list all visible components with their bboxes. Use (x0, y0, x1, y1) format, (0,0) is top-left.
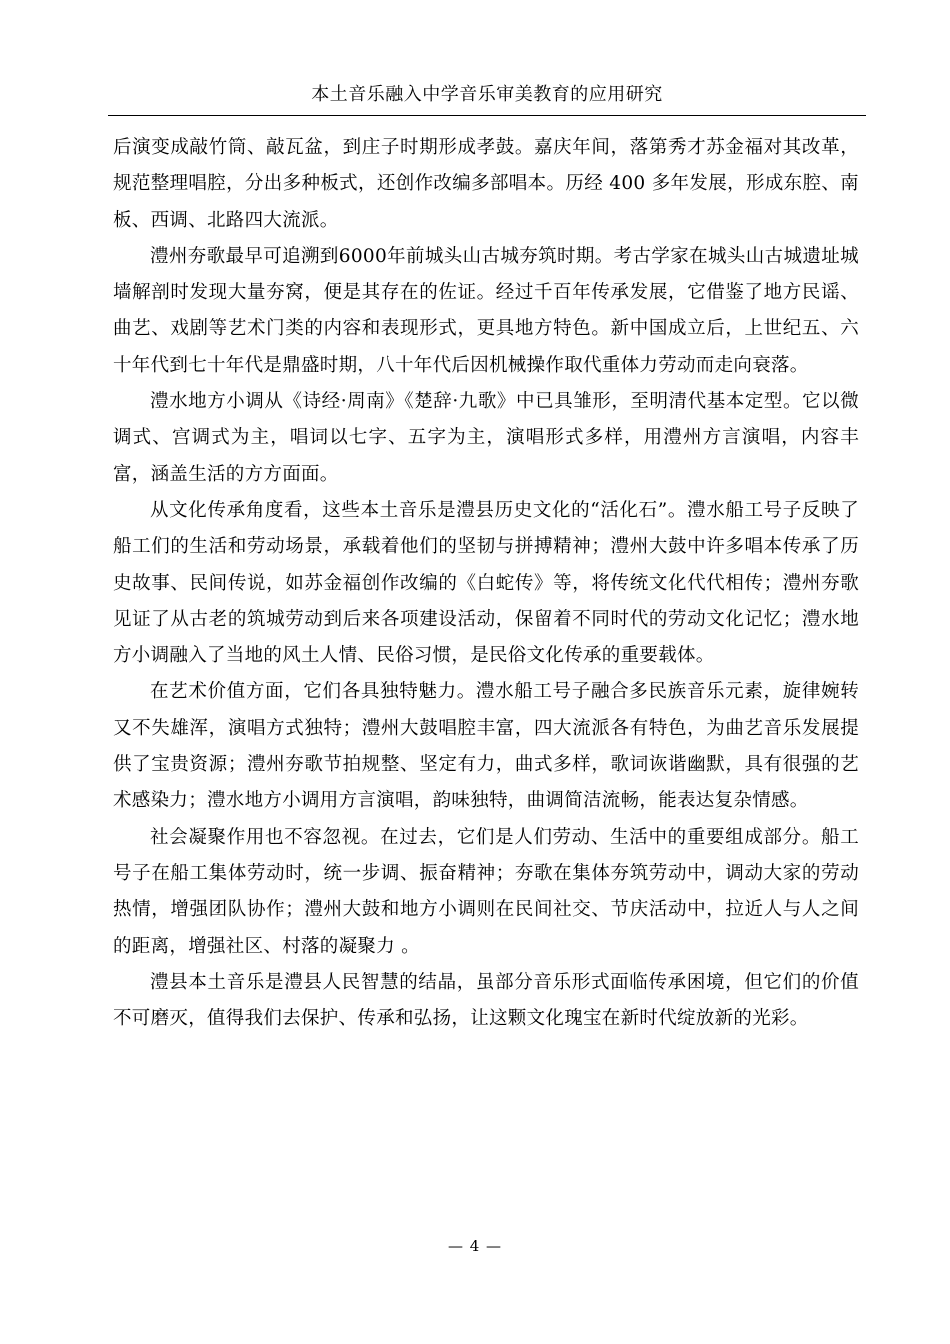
paragraph-social-cohesion: 社会凝聚作用也不容忽视。在过去，它们是人们劳动、生活中的重要组成部分。船工号子在船工集体劳动时，统一步调、振奋精神；夯歌在集体夯筑劳动中，调动大家的劳动热情，增强团队协作；澧州大鼓和地方小调则在民间社交、节庆活动中，拉近人与人之间的距离，增强社区、村落的凝聚力 。 (113, 826, 859, 957)
paragraph-continuation: 后演变成敲竹筒、敲瓦盆，到庄子时期形成孝鼓。嘉庆年间，落第秀才苏金福对其改革，规范整理唱腔，分出多种板式，还创作改编多部唱本。历经 400 多年发展，形成东腔、南板、西调、北路四大流派。 (113, 137, 859, 231)
header-divider (108, 115, 866, 116)
paragraph-hangge: 澧州夯歌最早可追溯到6000年前城头山古城夯筑时期。考古学家在城头山古城遗址城墙解剖时发现大量夯窝，便是其存在的佐证。经过千百年传承发展，它借鉴了地方民谣、曲艺、戏剧等艺术门类的内容和表现形式，更具地方特色。新中国成立后，上世纪五、六十年代到七十年代是鼎盛时期，八十年代后因机械操作取代重体力劳动而走向衰落。 (113, 245, 859, 376)
paragraph-artistic-value: 在艺术价值方面，它们各具独特魅力。澧水船工号子融合多民族音乐元素，旋律婉转又不失雄浑，演唱方式独特；澧州大鼓唱腔丰富，四大流派各有特色，为曲艺音乐发展提供了宝贵资源；澧州夯歌节拍规整、坚定有力，曲式多样，歌词诙谐幽默，具有很强的艺术感染力；澧水地方小调用方言演唱，韵味独特，曲调简洁流畅，能表达复杂情感。 (113, 681, 859, 812)
page-number: — 4 — (447, 1237, 503, 1255)
paragraph-xiaodiao: 澧水地方小调从《诗经·周南》《楚辞·九歌》中已具雏形，至明清代基本定型。它以微调式、宫调式为主，唱词以七字、五字为主，演唱形式多样，用澧州方言演唱，内容丰富，涵盖生活的方方面面。 (113, 391, 859, 485)
paragraph-cultural-heritage: 从文化传承角度看，这些本土音乐是澧县历史文化的“活化石”。澧水船工号子反映了船工们的生活和劳动场景，承载着他们的坚韧与拼搏精神；澧州大鼓中许多唱本传承了历史故事、民间传说，如苏金福创作改编的《白蛇传》等，将传统文化代代相传；澧州夯歌见证了从古老的筑城劳动到后来各项建设活动，保留着不同时代的劳动文化记忆；澧水地方小调融入了当地的风土人情、民俗习惯，是民俗文化传承的重要载体。 (113, 499, 859, 667)
running-header: 本土音乐融入中学音乐审美教育的应用研究 (311, 84, 663, 105)
body-text (113, 130, 859, 1037)
paragraph-conclusion: 澧县本土音乐是澧县人民智慧的结晶，虽部分音乐形式面临传承困境，但它们的价值不可磨灭，值得我们去保护、传承和弘扬，让这颗文化瑰宝在新时代绽放新的光彩。 (113, 971, 859, 1030)
